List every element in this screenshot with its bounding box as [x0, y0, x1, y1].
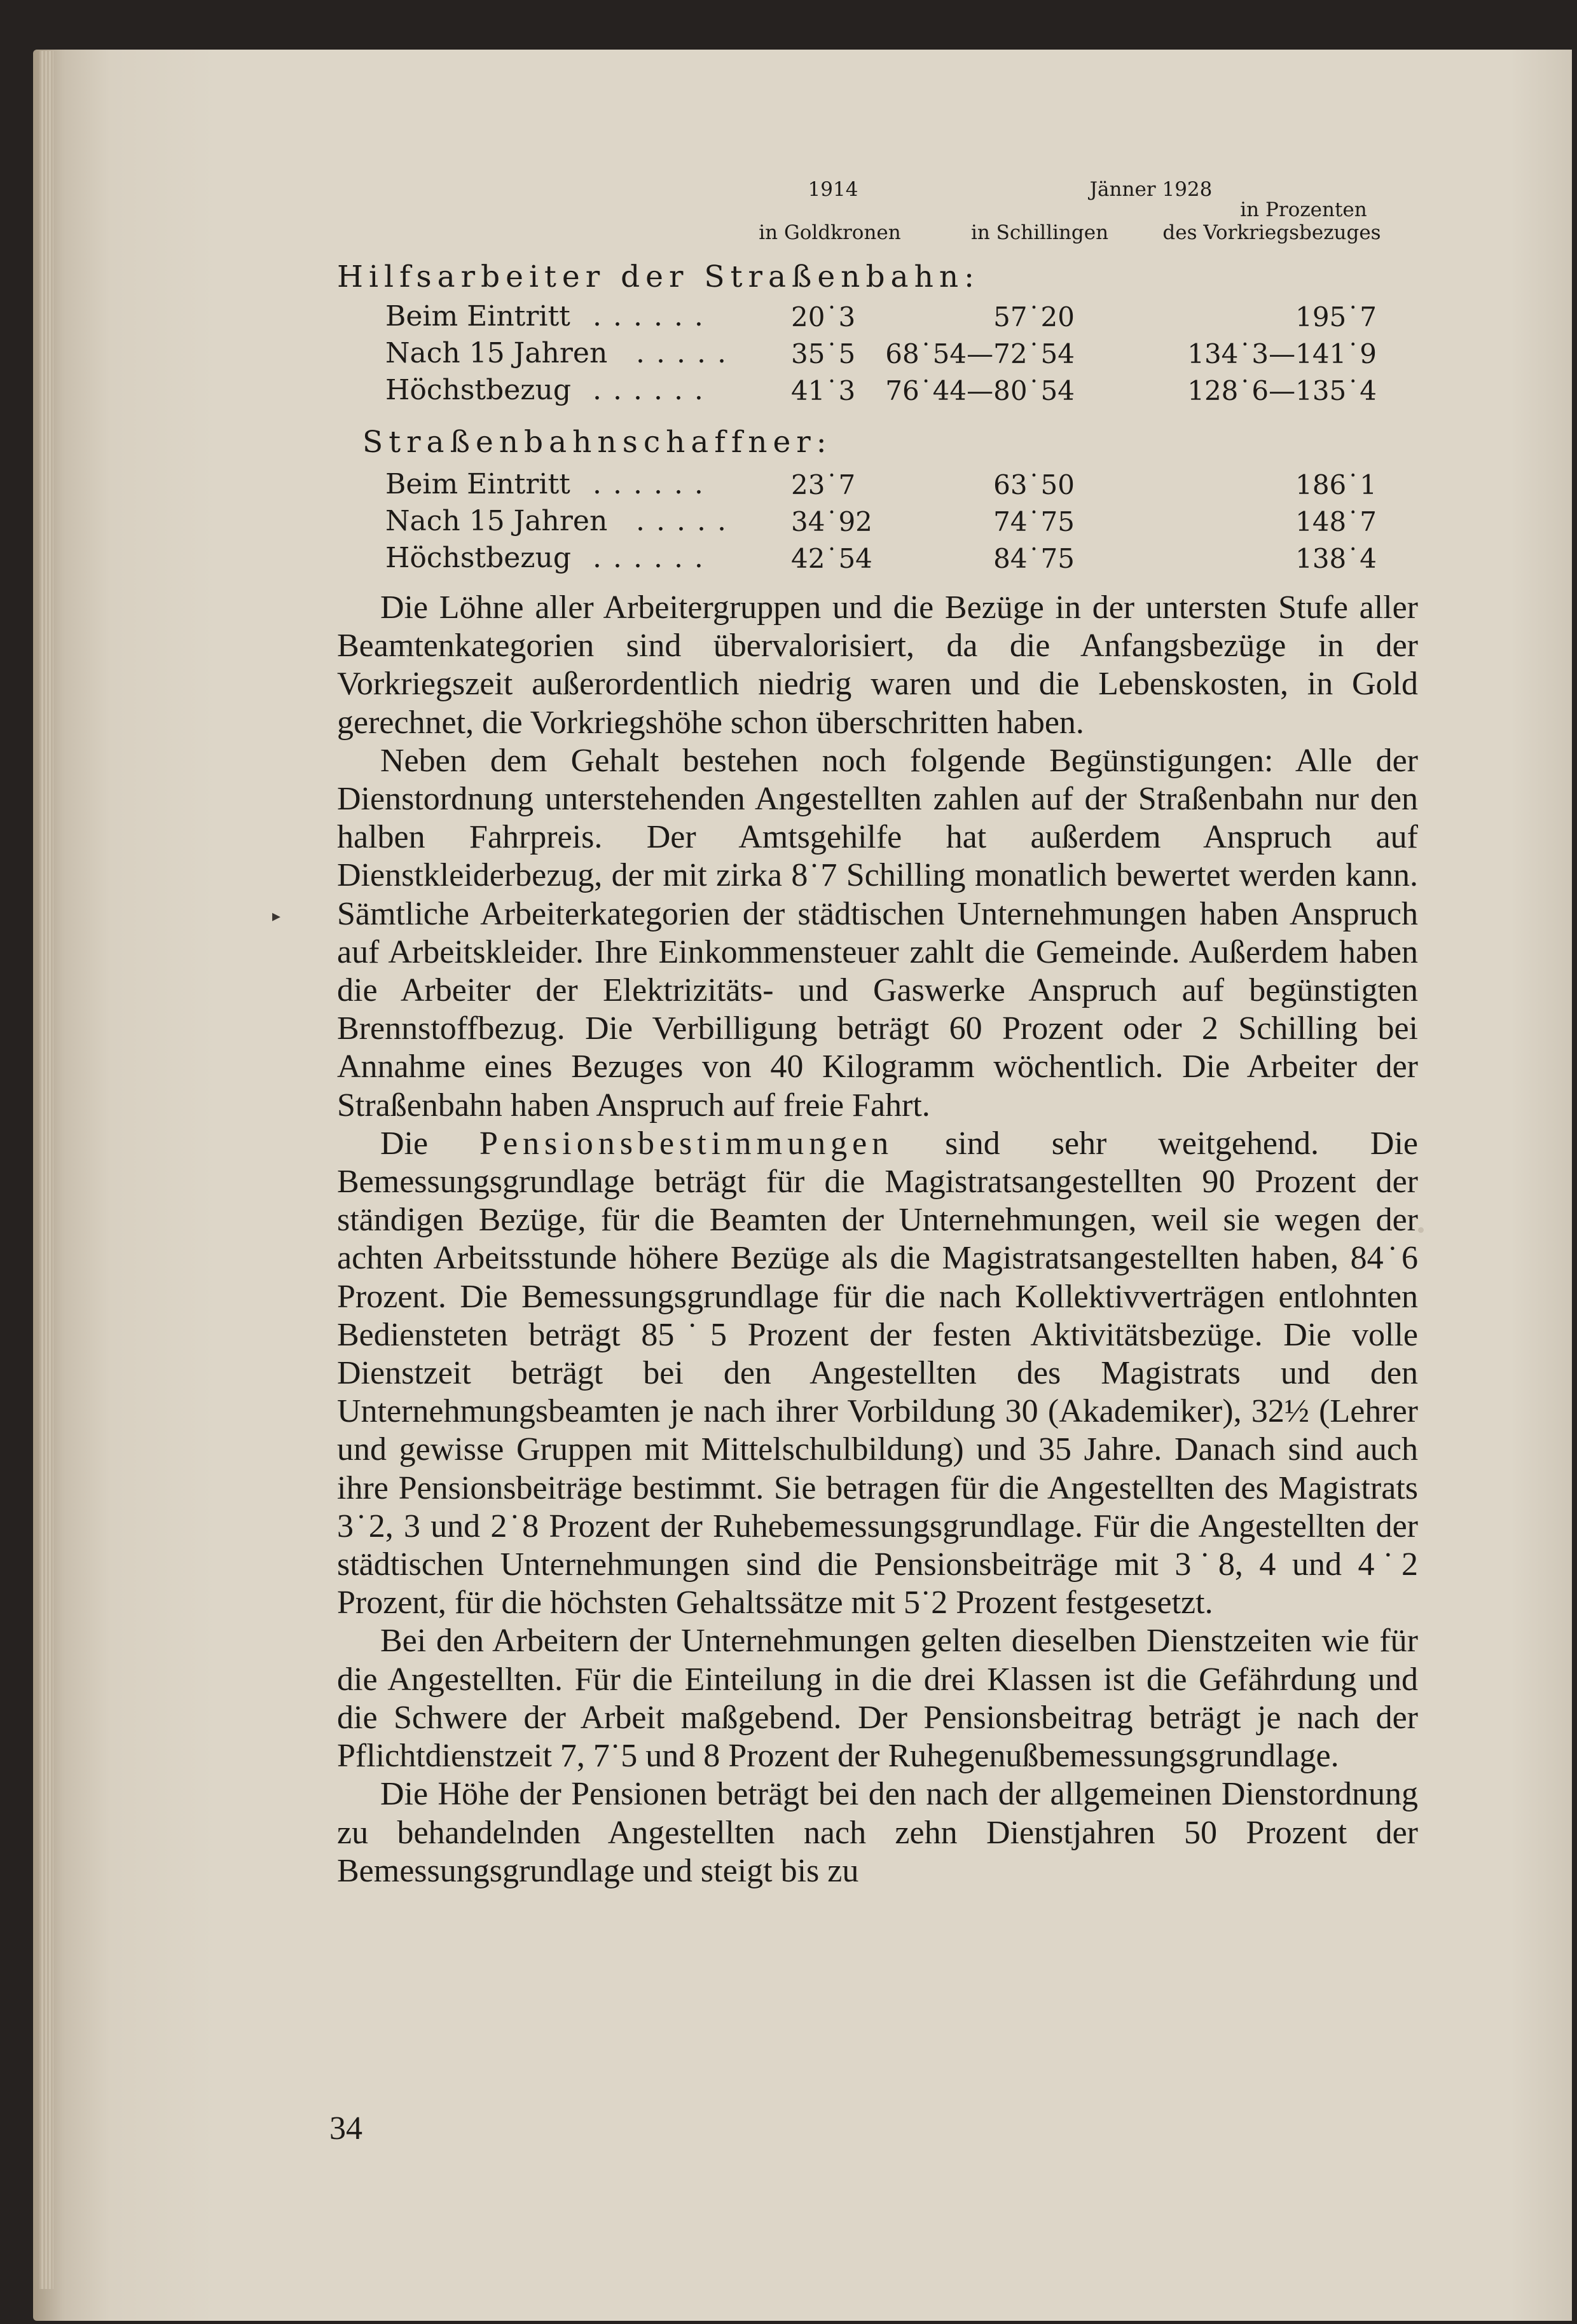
- cell-prozent: 134˙3—141˙9: [1187, 338, 1377, 369]
- paragraph: Neben dem Gehalt bestehen noch folgende Begünstigungen: Alle der Dienstordnung unterstehenden Angestellten zahlen auf der Straßenbahn nur den halben Fahrpreis. Der Amtsgehilfe hat außerdem Anspruch auf Dienstkleiderbezug, der mit zirka 8˙7 Schilling monatlich bewertet werden kann. Sämtliche Arbeiterkategorien der städtischen Unternehmungen haben Anspruch auf Arbeitskleider. Ihre Einkommensteuer zahlt die Gemeinde. Außerdem haben die Arbeiter der Elektrizitäts- und Gaswerke Anspruch auf begünstigten Brennstoffbezug. Die Verbilligung beträgt 60 Prozent oder 2 Schilling bei Annahme eines Bezuges von 40 Kilogramm wöchentlich. Die Arbeiter der Straßenbahn haben Anspruch auf freie Fahrt.: [337, 742, 1418, 1124]
- cell-schillingen: 84˙75: [993, 543, 1075, 574]
- row-label: Nach 15 Jahren: [385, 505, 608, 537]
- page-number: 34: [329, 2110, 362, 2147]
- row-leader-dots: .....: [636, 337, 738, 369]
- cell-goldkronen: 42˙54: [791, 543, 872, 574]
- cell-schillingen: 74˙75: [993, 506, 1075, 537]
- cell-prozent: 138˙4: [1295, 543, 1377, 574]
- cell-goldkronen: 34˙92: [791, 506, 872, 537]
- cell-goldkronen: 35˙5: [791, 338, 856, 369]
- row-leader-dots: .....: [636, 505, 738, 537]
- row-leader-dots: ......: [593, 374, 715, 406]
- row-label: Beim Eintritt: [385, 300, 570, 333]
- row-leader-dots: ......: [593, 542, 715, 574]
- paragraph: Bei den Arbeitern der Unternehmungen gelten dieselben Dienstzeiten wie für die Angestellten. Für die Einteilung in die drei Klassen ist die Gefährdung und die Schwere der Arbeit maßgebend. Der Pensionsbeitrag beträgt je nach der Pflichtdienstzeit 7, 7˙5 und 8 Prozent der Ruhegenußbemessungsgrundlage.: [337, 1623, 1418, 1775]
- cell-prozent: 195˙7: [1295, 301, 1377, 333]
- group-title-schaffner: Straßenbahnschaffner:: [362, 425, 832, 460]
- row-label: Höchstbezug: [385, 542, 571, 574]
- group-title-hilfsarbeiter: Hilfsarbeiter der Straßenbahn:: [337, 259, 980, 294]
- row-leader-dots: ......: [593, 468, 715, 500]
- cell-goldkronen: 23˙7: [791, 469, 856, 500]
- paragraph: [337, 1125, 1418, 1623]
- header-jan-1928: Jänner 1928: [1089, 178, 1213, 201]
- cell-prozent: 128˙6—135˙4: [1187, 375, 1377, 406]
- header-1914: 1914: [808, 178, 858, 201]
- row-label: Nach 15 Jahren: [385, 337, 608, 369]
- paper-speck: [1418, 1227, 1424, 1233]
- body-text: [337, 589, 1418, 1890]
- row-label: Beim Eintritt: [385, 468, 570, 500]
- cell-prozent: 148˙7: [1295, 506, 1377, 537]
- cell-schillingen: 68˙54—72˙54: [885, 338, 1075, 369]
- paragraph-rest: sind sehr weitgehend. Die Bemessungsgrundlage beträgt für die Magistratsangestellten 90 Prozent der ständigen Bezüge, für die Beamten der Unternehmungen, weil sie wegen der achten Arbeitsstunde höhere Bezüge als die Magistratsangestellten haben, 84˙6 Prozent. Die Bemessungsgrundlage für die nach Kollektivverträgen entlohnten Bediensteten beträgt 85˙5 Prozent der festen Aktivitätsbezüge. Die volle Dienstzeit beträgt bei den Angestellten des Magistrats und den Unternehmungsbeamten je nach ihrer Vorbildung 30 (Akademiker), 32½ (Lehrer und gewisse Gruppen mit Mittelschulbildung) und 35 Jahre. Danach sind auch ihre Pensionsbeiträge bestimmt. Sie betragen für die Angestellten des Magistrats 3˙2, 3 und 2˙8 Prozent der Ruhebemessungsgrundlage. Für die Angestellten der städtischen Unternehmungen sind die Pensionsbeiträge mit 3˙8, 4 und 4˙2 Prozent, für die höchsten Gehaltssätze mit 5˙2 Prozent festgesetzt.: [337, 1125, 1419, 1621]
- header-schillingen: in Schillingen: [970, 221, 1109, 244]
- header-in-prozenten: in Prozenten: [1240, 198, 1367, 221]
- paragraph: Die Löhne aller Arbeitergruppen und die Bezüge in der untersten Stufe aller Beamtenkategorien sind übervalorisiert, da die Anfangsbezüge in der Vorkriegszeit außerordentlich niedrig waren und die Lebenskosten, in Gold gerechnet, die Vorkriegshöhe schon überschritten haben.: [337, 589, 1418, 741]
- margin-marker: ▸: [272, 907, 281, 926]
- cell-schillingen: 76˙44—80˙54: [885, 375, 1075, 406]
- spaced-term: Pensionsbestimmungen: [479, 1125, 894, 1162]
- header-vorkriegsbezuges: des Vorkriegsbezuges: [1162, 221, 1381, 244]
- paragraph-prefix: Die: [380, 1125, 429, 1162]
- row-leader-dots: ......: [593, 300, 715, 333]
- cell-prozent: 186˙1: [1295, 469, 1377, 500]
- cell-goldkronen: 41˙3: [791, 375, 856, 406]
- header-goldkronen: in Goldkronen: [759, 221, 901, 244]
- cell-schillingen: 63˙50: [993, 469, 1075, 500]
- cell-goldkronen: 20˙3: [791, 301, 856, 333]
- cell-schillingen: 57˙20: [993, 301, 1075, 333]
- paragraph: Die Höhe der Pensionen beträgt bei den nach der allgemeinen Dienstordnung zu behandelnden Angestellten nach zehn Dienstjahren 50 Prozent der Bemessungsgrundlage und steigt bis zu: [337, 1776, 1418, 1889]
- page-fore-edge: [39, 51, 53, 2289]
- row-label: Höchstbezug: [385, 374, 571, 406]
